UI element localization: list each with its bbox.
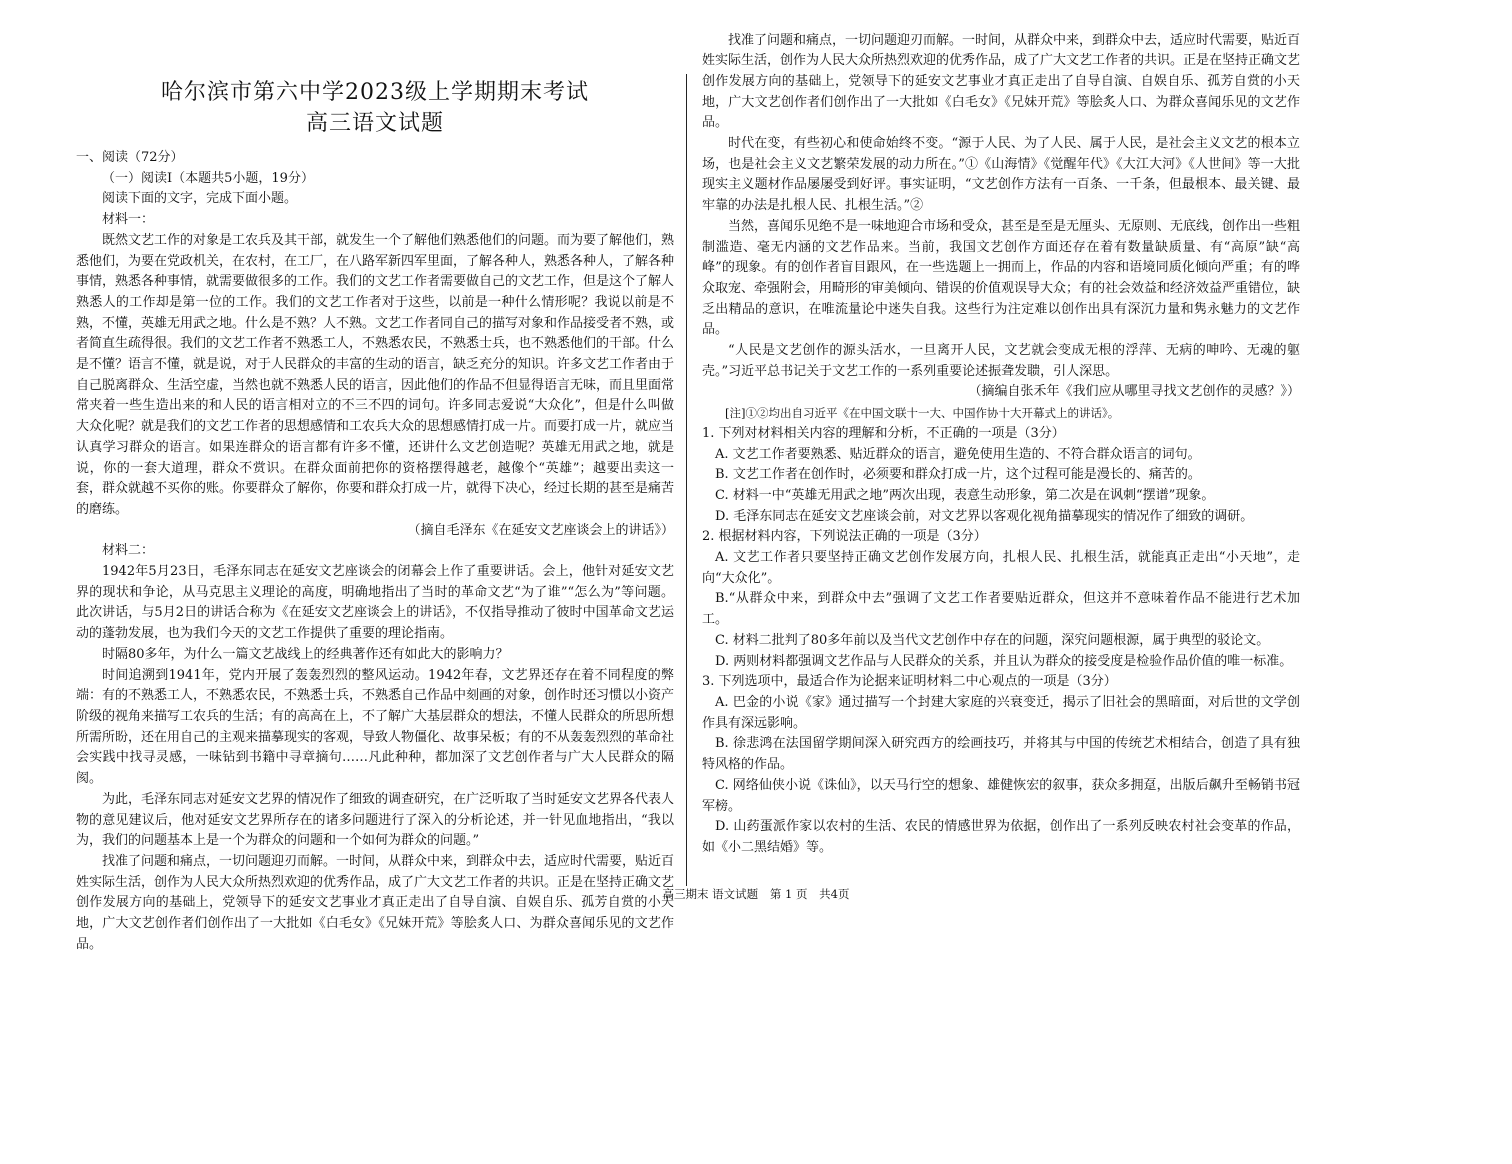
material2-para-1: 1942年5月23日，毛泽东同志在延安文艺座谈会的闭幕会上作了重要讲话。会上，他针对延安文艺界的现状和争论，从马克思主义理论的高度，明确地指出了当时的革命文艺“为了谁”“怎么为”等问题。此次讲话，与5月2日的讲话合称为《在延安文艺座谈会上的讲话》，不仅指导推动了彼时中国革命文艺运动的蓬勃发展，也为我们今天的文艺工作提供了重要的理论指南。 <box>76 564 674 642</box>
instruction: 阅读下面的文字，完成下面小题。 <box>102 191 298 207</box>
question-1-option-a: A. 文艺工作者要熟悉、贴近群众的语言，避免使用生造的、不符合群众语言的词句。 <box>715 446 1201 462</box>
footer-total-pages: 共4页 <box>819 887 850 901</box>
material1-source: （摘自毛泽东《在延安文艺座谈会上的讲话》） <box>407 522 674 538</box>
question-3-option-a: A. 巴金的小说《家》通过描写一个封建大家庭的兴衰变迁，揭示了旧社会的黑暗面，对后世的文学创作具有深远影响。 <box>702 694 1300 731</box>
question-1-option-c: C. 材料一中“英雄无用武之地”两次出现，表意生动形象，第二次是在讽刺“摆谱”现象。 <box>715 487 1215 503</box>
page-footer <box>0 886 1512 902</box>
question-1-stem: 1. 下列对材料相关内容的理解和分析，不正确的一项是（3分） <box>702 425 1065 441</box>
material2-para-5-continued <box>702 32 1301 134</box>
material2-para-8: “人民是文艺创作的源头活水，一旦离开人民，文艺就会变成无根的浮萍、无病的呻吟、无魂的躯壳。”习近平总书记关于文艺工作的一系列重要论述振聋发聩，引人深思。 <box>702 343 1300 379</box>
question-3-option-b: B. 徐悲鸿在法国留学期间深入研究西方的绘画技巧，并将其与中国的传统艺术相结合，创造了具有独特风格的作品。 <box>702 736 1300 773</box>
material1-label: 材料一： <box>102 212 155 228</box>
sub-heading: （一）阅读Ⅰ（本题共5小题，19分） <box>102 170 314 186</box>
material2-source: （摘编自张禾年《我们应从哪里寻找文艺创作的灵感？》） <box>968 384 1300 400</box>
question-2-option-d: D. 两则材料都强调文艺作品与人民群众的关系，并且认为群众的接受度是检验作品价值的唯一标准。 <box>715 653 1293 669</box>
material2-para-4: 为此，毛泽东同志对延安文艺界的情况作了细致的调查研究，在广泛听取了当时延安文艺界各代表人物的意见建议后，他对延安文艺界所存在的诸多问题进行了深入的分析论述，并一针见血地指出，“我以为，我们的问题基本上是一个为群众的问题和一个如何为群众的问题。” <box>76 791 675 849</box>
question-2-option-c: C. 材料二批判了80多年前以及当代文艺创作中存在的问题，深究问题根源，属于典型的驳论文。 <box>715 632 1270 648</box>
material2-para-7: 当然，喜闻乐见绝不是一味地迎合市场和受众，甚至是至是无厘头、无原则、无底线，创作出一些粗制滥造、毫无内涵的文艺作品来。当前，我国文艺创作方面还存在着有数量缺质量、有“高原”缺“高峰”的现象。有的创作者盲目跟风，在一些选题上一拥而上，作品的内容和语境同质化倾向严重；有的哗众取宠、牵强附会，用畸形的审美倾向、错误的价值观误导大众；有的社会效益和经济效益严重错位，缺乏出精品的意识，在唯流量论中迷失自我。这些行为注定难以创作出具有深沉力量和隽永魅力的文艺作品。 <box>702 218 1301 338</box>
question-3-option-d: D. 山药蛋派作家以农村的生活、农民的情感世界为依据，创作出了一系列反映农村社会变革的作品，如《小二黑结婚》等。 <box>702 819 1300 855</box>
footer-exam-name: 高三期末 语文试题 <box>662 887 759 901</box>
material2-note: [注]①②均出自习近平《在中国文联十一大、中国作协十大开幕式上的讲话》。 <box>725 406 1120 421</box>
material2-para-3: 时间追溯到1941年，党内开展了轰轰烈烈的整风运动。1942年春，文艺界还存在着不同程度的弊端：有的不熟悉工人，不熟悉农民，不熟悉士兵，不熟悉自己作品中刻画的对象，创作时还习惯以小资产阶级的视角来描写工农兵的生活；有的高高在上，不了解广大基层群众的想法，不懂人民群众的所思所想所需所盼，还在用自己的主观来描摹现实的客观，导致人物僵化、故事呆板；有的不从轰轰烈烈的革命社会实践中找寻灵感，一味钻到书籍中寻章摘句……凡此种种，都加深了文艺创作者与广大人民群众的隔阂。 <box>76 667 675 787</box>
footer-page-number: 第 1 页 <box>769 887 808 901</box>
question-3-option-c: C. 网络仙侠小说《诛仙》，以天马行空的想象、雄健恢宏的叙事，获众多拥趸，出版后飙升至畅销书冠军榜。 <box>702 777 1300 814</box>
question-2-stem: 2. 根据材料内容，下列说法正确的一项是（3分） <box>702 529 987 545</box>
left-column <box>76 70 675 952</box>
right-column <box>702 32 1301 859</box>
material1-text: 既然文艺工作的对象是工农兵及其干部，就发生一个了解他们熟悉他们的问题。而为要了解他们，熟悉他们，为要在党政机关，在农村，在工厂，在八路军新四军里面，了解各种人，熟悉各种人，了解各种事情，熟悉各种事情，就需要做很多的工作。我们的文艺工作者需要做自己的文艺工作，但是这个了解人熟悉人的工作却是第一位的工作。我们的文艺工作者对于这些，以前是一种什么情形呢？我说以前是不熟，不懂，英雄无用武之地。什么是不熟？人不熟。文艺工作者同自己的描写对象和作品接受者不熟，或者简直生疏得很。我们的文艺工作者不熟悉工人，不熟悉农民，不熟悉士兵，也不熟悉他们的干部。什么是不懂？语言不懂，就是说，对于人民群众的丰富的生动的语言，缺乏充分的知识。许多文艺工作者由于自己脱离群众、生活空虚，当然也就不熟悉人民的语言，因此他们的作品不但显得语言无味，而且里面常常夹着一些生造出来的和人民的语言相对立的不三不四的词句。许多同志爱说“大众化”，但是什么叫做大众化呢？就是我们的文艺工作者的思想感情和工农兵大众的思想感情打成一片。而要打成一片，就应当认真学习群众的语言。如果连群众的语言都有许多不懂，还讲什么文艺创造呢？英雄无用武之地，就是说，你的一套大道理，群众不赏识。在群众面前把你的资格摆得越老，越像个“英雄”；越要出卖这一套，群众就越不买你的账。你要群众了解你，你要和群众打成一片，就得下决心，经过长期的甚至是痛苦的磨练。 <box>76 232 675 517</box>
material2-label: 材料二： <box>102 543 155 559</box>
question-2-option-a: A. 文艺工作者只要坚持正确文艺创作发展方向，扎根人民、扎根生活，就能真正走出“小天地”，走向“大众化”。 <box>702 550 1300 586</box>
section-heading: 一、阅读（72分） <box>76 150 184 165</box>
question-1-option-b: B. 文艺工作者在创作时，必须要和群众打成一片，这个过程可能是漫长的、痛苦的。 <box>715 467 1201 483</box>
column-divider <box>686 74 687 886</box>
question-2-option-b: B.“从群众中来，到群众中去”强调了文艺工作者要贴近群众，但这并不意味着作品不能进行艺术加工。 <box>702 591 1300 628</box>
material2-para-5-start: 找准了问题和痛点，一切问题迎刃而解。一时间，从群众中来，到群众中去，适应时代需要，贴近百姓实际生活，创作为人民大众所热烈欢迎的优秀作品，成了广大文艺工作者的共识。正是在坚持正确文艺创作发展方向的基础上，党领导下的延安文艺事业才真正走出了自导自演、自娱自乐、孤芳自赏的小天地，广大文艺创作者们创作出了一大批如《白毛女》《兄妹开荒》等脍炙人口、为群众喜闻乐见的文艺作品。 <box>76 853 675 952</box>
material2-para-5-cont-text: 找准了问题和痛点，一切问题迎刃而解。一时间，从群众中来，到群众中去，适应时代需要，贴近百姓实际生活，创作为人民大众所热烈欢迎的优秀作品，成了广大文艺工作者的共识。正是在坚持正确文艺创作发展方向的基础上，党领导下的延安文艺事业才真正走出了自导自演、自娱自乐、孤芳自赏的小天地，广大文艺创作者们创作出了一大批如《白毛女》《兄妹开荒》等脍炙人口、为群众喜闻乐见的文艺作品。 <box>702 32 1301 131</box>
material2-para-2: 时隔80多年，为什么一篇文艺战线上的经典著作还有如此大的影响力？ <box>102 646 509 662</box>
exam-title-line1: 哈尔滨市第六中学2023级上学期期末考试 <box>161 80 589 105</box>
material2-para-6: 时代在变，有些初心和使命始终不变。“源于人民、为了人民、属于人民，是社会主义文艺的根本立场，也是社会主义文艺繁荣发展的动力所在。”①《山海情》《觉醒年代》《大江大河》《人世间》等一大批现实主义题材作品屡屡受到好评。事实证明，“文艺创作方法有一百条、一千条，但最根本、最关键、最牢靠的办法是扎根人民、扎根生活。”② <box>702 136 1300 214</box>
exam-title-line2: 高三语文试题 <box>305 111 444 136</box>
question-1-option-d: D. 毛泽东同志在延安文艺座谈会前，对文艺界以客观化视角描摹现实的情况作了细致的调研。 <box>715 508 1254 524</box>
question-3-stem: 3. 下列选项中，最适合作为论据来证明材料二中心观点的一项是（3分） <box>702 674 1117 690</box>
